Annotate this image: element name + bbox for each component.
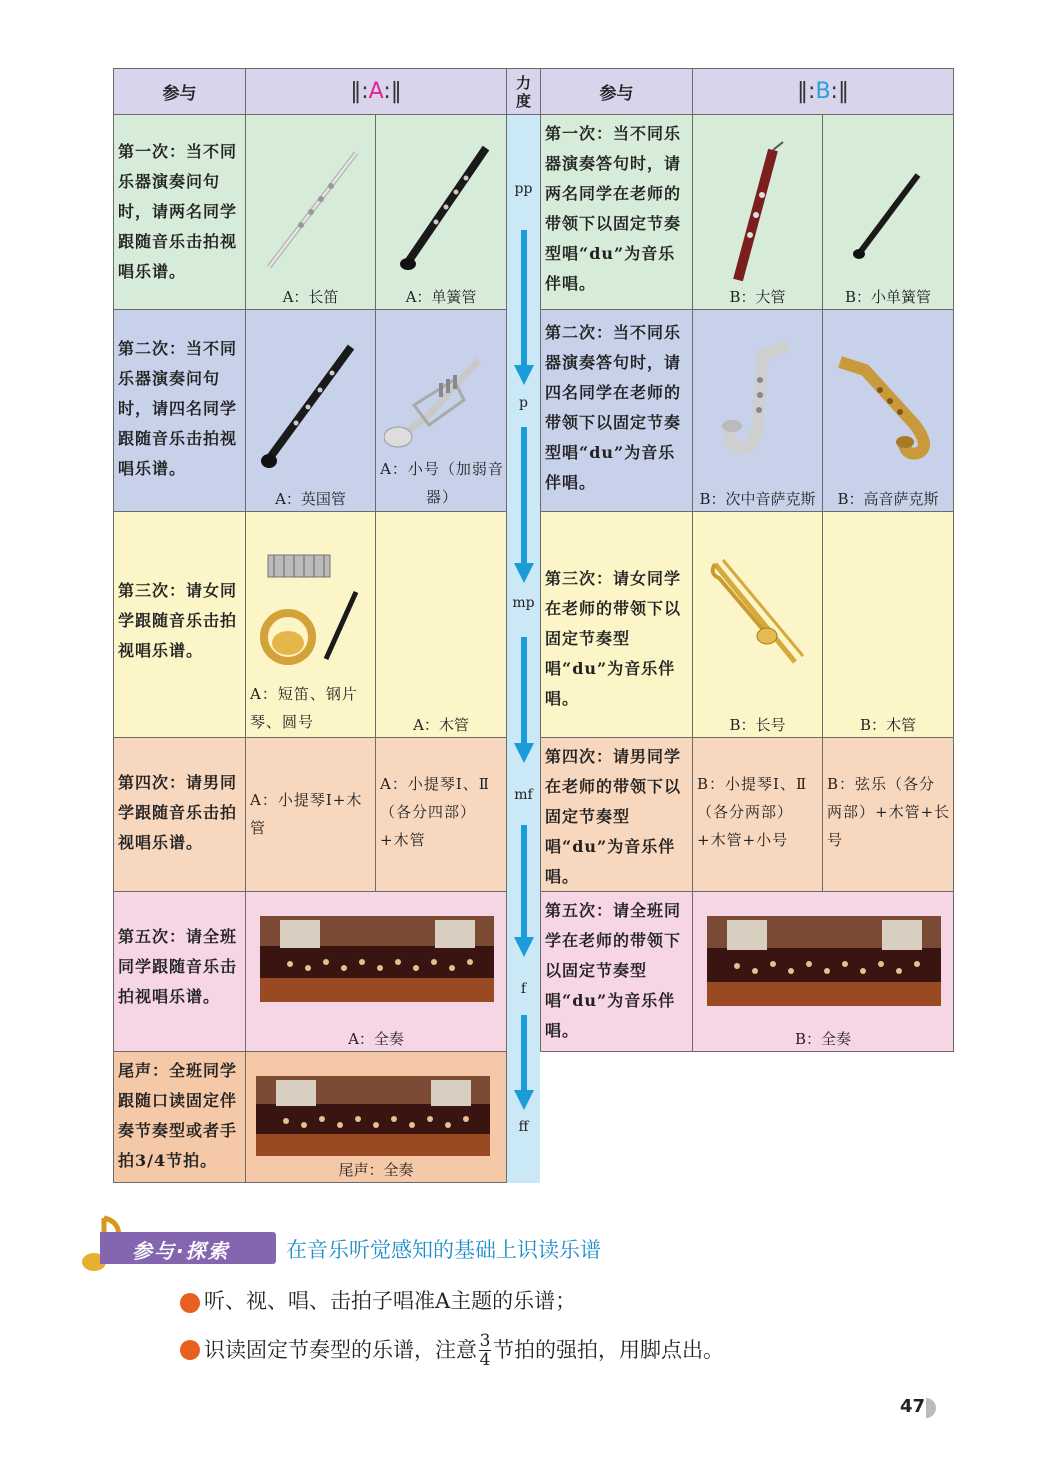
explore-badge <box>100 1232 276 1264</box>
row1-a-caption2: A：单簧管 <box>405 288 477 306</box>
arrow-shaft <box>521 637 527 747</box>
row1-b-image1-cell <box>692 114 823 310</box>
section-b-label: ‖:B:‖ <box>797 79 849 104</box>
explore-badge-label: 参与·探索 <box>132 1239 230 1263</box>
row2-a-caption2: A：小号（加弱音器） <box>380 460 504 506</box>
row3-b-desc-cell <box>540 511 693 738</box>
row4-b-desc: 第四次：请男同学在老师的带领下以固定节奏型唱“du”为音乐伴唱。 <box>545 747 682 886</box>
header-section-b <box>692 68 954 115</box>
dynamics-label: 力度 <box>515 73 531 110</box>
row1-a-desc: 第一次：当不同乐器演奏问句时，请两名同学跟随音乐击拍视唱乐谱。 <box>118 142 238 281</box>
explore-title: 在音乐听觉感知的基础上识读乐谱 <box>286 1238 601 1262</box>
row3-a-caption1: A：短笛、钢片琴、圆号 <box>250 685 358 731</box>
bullet-dot <box>180 1340 200 1360</box>
arrow-shaft <box>521 825 527 940</box>
orchestra-photo <box>260 916 494 1002</box>
dynamics-strip <box>507 115 540 1183</box>
row5-a-image-cell <box>245 891 507 1052</box>
orchestra-photo <box>707 916 941 1006</box>
row2-b-caption2: B：高音萨克斯 <box>837 490 939 508</box>
row4-a-cap2-cell <box>375 737 507 892</box>
row1-b-caption2: B：小单簧管 <box>844 288 932 306</box>
header-participate-b <box>540 68 693 115</box>
section-a-label: ‖:A:‖ <box>350 79 402 104</box>
bullet-2-text-pre: 识读固定节奏型的乐谱，注意 <box>204 1338 477 1362</box>
row5-b-desc: 第五次：请全班同学在老师的带领下以固定节奏型唱“du”为音乐伴唱。 <box>545 901 682 1040</box>
orchestra-photo <box>256 1076 490 1156</box>
bullet-1 <box>180 1286 576 1316</box>
page-tab-icon <box>926 1398 936 1418</box>
row1-b-caption1: B：大管 <box>729 288 786 306</box>
row2-a-desc-cell <box>113 309 246 512</box>
row1-b-image2-cell <box>822 114 954 310</box>
dynamic-mf: mf <box>514 787 533 803</box>
header-participate-a <box>113 68 246 115</box>
row2-b-image1-cell <box>692 309 823 512</box>
bullet-2-text-post: 节拍的强拍，用脚点出。 <box>493 1338 724 1362</box>
trombone-image <box>705 552 815 672</box>
row5-b-caption: B：全奏 <box>794 1030 852 1048</box>
row3-a-desc: 第三次：请女同学跟随音乐击拍视唱乐谱。 <box>118 581 238 660</box>
row4-b-desc-cell <box>540 737 693 892</box>
arrow-head <box>514 743 534 763</box>
header-section-a <box>245 68 507 115</box>
row3-a-image2-cell <box>375 511 507 738</box>
row2-a-desc: 第二次：当不同乐器演奏问句时，请四名同学跟随音乐击拍视唱乐谱。 <box>118 339 238 478</box>
row4-b-caption2: B：弦乐（各分两部）+木管+长号 <box>827 775 951 849</box>
row5-a-caption: A：全奏 <box>348 1030 404 1048</box>
tenor-sax-image <box>718 340 808 460</box>
row5-b-image-cell <box>692 891 954 1052</box>
row4-b-cap1-cell <box>692 737 823 892</box>
piccolo-celesta-horn-image <box>256 547 371 672</box>
row4-a-caption2: A：小提琴Ⅰ、Ⅱ（各分四部）+木管 <box>380 775 490 849</box>
bassoon-image <box>718 140 798 290</box>
dynamic-f: f <box>520 981 527 997</box>
row2-a-caption1: A：英国管 <box>275 490 346 508</box>
dynamic-pp: pp <box>514 181 533 197</box>
row1-b-desc: 第一次：当不同乐器演奏答句时，请两名同学在老师的带领下以固定节奏型唱“du”为音乐伴唱。 <box>545 124 682 293</box>
arrow-head <box>514 563 534 583</box>
row6-a-desc-cell <box>113 1051 246 1183</box>
row3-b-image1-cell <box>692 511 823 738</box>
row5-a-desc: 第五次：请全班同学跟随音乐击拍视唱乐谱。 <box>118 927 238 1006</box>
bullet-dot <box>180 1293 200 1313</box>
flute-image <box>261 145 361 275</box>
arrow-shaft <box>521 1015 527 1095</box>
arrow-shaft <box>521 427 527 567</box>
arrow-head <box>514 1090 534 1110</box>
clarinet-image <box>396 140 496 280</box>
row5-a-desc-cell <box>113 891 246 1052</box>
row2-b-caption1: B：次中音萨克斯 <box>699 490 816 508</box>
row1-a-image1-cell <box>245 114 376 310</box>
bullet-1-text: 听、视、唱、击拍子唱准A主题的乐谱； <box>204 1289 577 1313</box>
row2-b-desc: 第二次：当不同乐器演奏答句时，请四名同学在老师的带领下以固定节奏型唱“du”为音乐伴唱。 <box>545 323 682 492</box>
row6-a-desc: 尾声：全班同学跟随口读固定伴奏节奏型或者手拍3/4节拍。 <box>118 1061 238 1170</box>
row2-b-desc-cell <box>540 309 693 512</box>
row6-a-image-cell <box>245 1051 507 1183</box>
row4-a-cap1-cell <box>245 737 376 892</box>
row1-a-caption1: A：长笛 <box>282 288 339 306</box>
row1-a-image2-cell <box>375 114 507 310</box>
arrow-head <box>514 937 534 957</box>
small-clarinet-image <box>848 170 928 265</box>
row2-b-image2-cell <box>822 309 954 512</box>
english-horn-image <box>256 335 366 475</box>
row4-b-cap2-cell <box>822 737 954 892</box>
dynamic-p: p <box>519 395 528 411</box>
header-participate-b-label: 参与 <box>599 84 634 104</box>
trumpet-image <box>384 345 499 455</box>
time-signature-fraction <box>479 1332 491 1369</box>
row4-a-caption1: A：小提琴Ⅰ+木管 <box>250 791 363 837</box>
header-participate-a-label: 参与 <box>162 84 197 104</box>
fraction-numerator: 3 <box>479 1330 491 1351</box>
row3-b-desc: 第三次：请女同学在老师的带领下以固定节奏型唱“du”为音乐伴唱。 <box>545 569 682 708</box>
row3-a-desc-cell <box>113 511 246 738</box>
row5-b-desc-cell <box>540 891 693 1052</box>
row3-a-image1-cell <box>245 511 376 738</box>
row2-a-image1-cell <box>245 309 376 512</box>
alto-sax-image <box>835 350 945 460</box>
bullet-2 <box>180 1324 724 1376</box>
row3-a-caption2: A：木管 <box>413 716 469 734</box>
row2-a-image2-cell <box>375 309 507 512</box>
row4-a-desc: 第四次：请男同学跟随音乐击拍视唱乐谱。 <box>118 773 238 852</box>
arrow-shaft <box>521 230 527 370</box>
row4-a-desc-cell <box>113 737 246 892</box>
dynamic-ff: ff <box>518 1119 529 1135</box>
arrow-head <box>514 365 534 385</box>
row3-b-caption2: B：木管 <box>859 716 917 734</box>
header-dynamics <box>506 68 541 115</box>
dynamic-mp: mp <box>512 595 535 611</box>
row6-a-caption: 尾声：全奏 <box>338 1161 414 1179</box>
page-number: 47 <box>900 1396 926 1417</box>
row1-a-desc-cell <box>113 114 246 310</box>
row3-b-caption1: B：长号 <box>729 716 786 734</box>
row3-b-image2-cell <box>822 511 954 738</box>
row4-b-caption1: B：小提琴Ⅰ、Ⅱ（各分两部）+木管+小号 <box>697 775 808 849</box>
fraction-denominator: 4 <box>479 1349 491 1370</box>
row1-b-desc-cell <box>540 114 693 310</box>
